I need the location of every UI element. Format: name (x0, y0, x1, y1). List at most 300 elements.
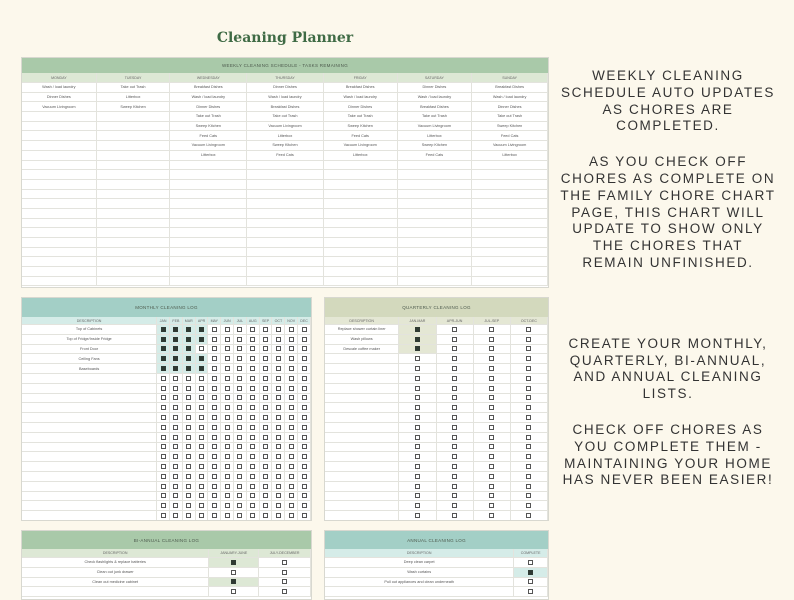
checkbox[interactable] (289, 484, 294, 489)
checkbox[interactable] (302, 415, 307, 420)
checkbox[interactable] (173, 444, 178, 449)
checkbox[interactable] (250, 415, 255, 420)
checkbox[interactable] (489, 454, 494, 459)
checkbox[interactable] (186, 493, 191, 498)
checkbox[interactable] (186, 484, 191, 489)
checkbox[interactable] (415, 337, 420, 342)
checkbox[interactable] (452, 425, 457, 430)
checkbox[interactable] (263, 356, 268, 361)
checkbox[interactable] (276, 503, 281, 508)
checkbox[interactable] (161, 356, 166, 361)
checkbox[interactable] (489, 415, 494, 420)
checkbox[interactable] (263, 376, 268, 381)
checkbox[interactable] (225, 337, 230, 342)
checkbox[interactable] (452, 376, 457, 381)
checkbox[interactable] (302, 386, 307, 391)
checkbox[interactable] (263, 425, 268, 430)
checkbox[interactable] (263, 493, 268, 498)
checkbox[interactable] (225, 405, 230, 410)
checkbox[interactable] (161, 337, 166, 342)
checkbox[interactable] (173, 405, 178, 410)
checkbox[interactable] (225, 484, 230, 489)
checkbox[interactable] (289, 366, 294, 371)
checkbox[interactable] (250, 513, 255, 518)
checkbox[interactable] (526, 425, 531, 430)
checkbox[interactable] (289, 415, 294, 420)
checkbox[interactable] (237, 454, 242, 459)
checkbox[interactable] (212, 337, 217, 342)
checkbox[interactable] (173, 474, 178, 479)
checkbox[interactable] (263, 405, 268, 410)
checkbox[interactable] (526, 484, 531, 489)
checkbox[interactable] (276, 415, 281, 420)
checkbox[interactable] (212, 454, 217, 459)
checkbox[interactable] (276, 464, 281, 469)
checkbox[interactable] (237, 425, 242, 430)
checkbox[interactable] (212, 474, 217, 479)
checkbox[interactable] (276, 425, 281, 430)
checkbox[interactable] (199, 415, 204, 420)
checkbox[interactable] (161, 327, 166, 332)
checkbox[interactable] (161, 386, 166, 391)
checkbox[interactable] (225, 366, 230, 371)
checkbox[interactable] (263, 454, 268, 459)
checkbox[interactable] (161, 464, 166, 469)
checkbox[interactable] (415, 503, 420, 508)
checkbox[interactable] (415, 444, 420, 449)
checkbox[interactable] (212, 366, 217, 371)
checkbox[interactable] (415, 415, 420, 420)
checkbox[interactable] (302, 337, 307, 342)
checkbox[interactable] (161, 346, 166, 351)
checkbox[interactable] (276, 356, 281, 361)
checkbox[interactable] (452, 395, 457, 400)
checkbox[interactable] (528, 560, 533, 565)
checkbox[interactable] (199, 454, 204, 459)
checkbox[interactable] (231, 589, 236, 594)
checkbox[interactable] (526, 503, 531, 508)
checkbox[interactable] (186, 474, 191, 479)
checkbox[interactable] (250, 366, 255, 371)
checkbox[interactable] (289, 425, 294, 430)
checkbox[interactable] (489, 356, 494, 361)
checkbox[interactable] (199, 366, 204, 371)
checkbox[interactable] (186, 415, 191, 420)
checkbox[interactable] (237, 327, 242, 332)
checkbox[interactable] (415, 454, 420, 459)
checkbox[interactable] (415, 464, 420, 469)
checkbox[interactable] (526, 454, 531, 459)
checkbox[interactable] (237, 503, 242, 508)
checkbox[interactable] (186, 366, 191, 371)
checkbox[interactable] (282, 579, 287, 584)
checkbox[interactable] (276, 474, 281, 479)
checkbox[interactable] (199, 444, 204, 449)
checkbox[interactable] (212, 405, 217, 410)
checkbox[interactable] (237, 464, 242, 469)
checkbox[interactable] (199, 386, 204, 391)
checkbox[interactable] (452, 503, 457, 508)
checkbox[interactable] (225, 464, 230, 469)
checkbox[interactable] (161, 444, 166, 449)
checkbox[interactable] (173, 464, 178, 469)
checkbox[interactable] (199, 346, 204, 351)
checkbox[interactable] (289, 513, 294, 518)
checkbox[interactable] (237, 405, 242, 410)
checkbox[interactable] (489, 474, 494, 479)
checkbox[interactable] (212, 386, 217, 391)
checkbox[interactable] (452, 346, 457, 351)
checkbox[interactable] (263, 484, 268, 489)
checkbox[interactable] (173, 376, 178, 381)
checkbox[interactable] (173, 484, 178, 489)
checkbox[interactable] (250, 425, 255, 430)
checkbox[interactable] (199, 327, 204, 332)
checkbox[interactable] (250, 346, 255, 351)
checkbox[interactable] (528, 570, 533, 575)
checkbox[interactable] (415, 493, 420, 498)
checkbox[interactable] (528, 589, 533, 594)
checkbox[interactable] (186, 435, 191, 440)
checkbox[interactable] (225, 454, 230, 459)
checkbox[interactable] (161, 493, 166, 498)
checkbox[interactable] (415, 484, 420, 489)
checkbox[interactable] (289, 386, 294, 391)
checkbox[interactable] (199, 484, 204, 489)
checkbox[interactable] (199, 493, 204, 498)
checkbox[interactable] (489, 366, 494, 371)
checkbox[interactable] (250, 454, 255, 459)
checkbox[interactable] (526, 356, 531, 361)
checkbox[interactable] (225, 474, 230, 479)
checkbox[interactable] (452, 415, 457, 420)
checkbox[interactable] (526, 327, 531, 332)
checkbox[interactable] (526, 464, 531, 469)
checkbox[interactable] (250, 474, 255, 479)
checkbox[interactable] (212, 425, 217, 430)
checkbox[interactable] (161, 474, 166, 479)
checkbox[interactable] (289, 376, 294, 381)
checkbox[interactable] (250, 405, 255, 410)
checkbox[interactable] (415, 346, 420, 351)
checkbox[interactable] (237, 337, 242, 342)
checkbox[interactable] (289, 454, 294, 459)
checkbox[interactable] (452, 366, 457, 371)
checkbox[interactable] (276, 484, 281, 489)
checkbox[interactable] (231, 560, 236, 565)
checkbox[interactable] (225, 493, 230, 498)
checkbox[interactable] (250, 356, 255, 361)
checkbox[interactable] (302, 327, 307, 332)
checkbox[interactable] (173, 337, 178, 342)
checkbox[interactable] (489, 386, 494, 391)
checkbox[interactable] (276, 454, 281, 459)
checkbox[interactable] (526, 474, 531, 479)
checkbox[interactable] (212, 493, 217, 498)
checkbox[interactable] (225, 503, 230, 508)
checkbox[interactable] (263, 444, 268, 449)
checkbox[interactable] (173, 425, 178, 430)
checkbox[interactable] (173, 493, 178, 498)
checkbox[interactable] (237, 356, 242, 361)
checkbox[interactable] (173, 366, 178, 371)
checkbox[interactable] (415, 474, 420, 479)
checkbox[interactable] (250, 327, 255, 332)
checkbox[interactable] (302, 484, 307, 489)
checkbox[interactable] (526, 405, 531, 410)
checkbox[interactable] (526, 337, 531, 342)
checkbox[interactable] (173, 327, 178, 332)
checkbox[interactable] (231, 579, 236, 584)
checkbox[interactable] (186, 513, 191, 518)
checkbox[interactable] (415, 425, 420, 430)
checkbox[interactable] (489, 444, 494, 449)
checkbox[interactable] (161, 415, 166, 420)
checkbox[interactable] (161, 513, 166, 518)
checkbox[interactable] (276, 513, 281, 518)
checkbox[interactable] (263, 346, 268, 351)
checkbox[interactable] (526, 415, 531, 420)
checkbox[interactable] (161, 503, 166, 508)
checkbox[interactable] (250, 464, 255, 469)
checkbox[interactable] (276, 493, 281, 498)
checkbox[interactable] (526, 493, 531, 498)
checkbox[interactable] (263, 327, 268, 332)
checkbox[interactable] (199, 513, 204, 518)
checkbox[interactable] (289, 327, 294, 332)
checkbox[interactable] (225, 415, 230, 420)
checkbox[interactable] (276, 327, 281, 332)
checkbox[interactable] (289, 435, 294, 440)
checkbox[interactable] (289, 356, 294, 361)
checkbox[interactable] (489, 327, 494, 332)
checkbox[interactable] (289, 474, 294, 479)
checkbox[interactable] (263, 513, 268, 518)
checkbox[interactable] (263, 366, 268, 371)
checkbox[interactable] (415, 395, 420, 400)
checkbox[interactable] (199, 356, 204, 361)
checkbox[interactable] (452, 513, 457, 518)
checkbox[interactable] (186, 337, 191, 342)
checkbox[interactable] (489, 484, 494, 489)
checkbox[interactable] (415, 513, 420, 518)
checkbox[interactable] (173, 395, 178, 400)
checkbox[interactable] (199, 464, 204, 469)
checkbox[interactable] (161, 395, 166, 400)
checkbox[interactable] (415, 376, 420, 381)
checkbox[interactable] (452, 337, 457, 342)
checkbox[interactable] (415, 435, 420, 440)
checkbox[interactable] (302, 493, 307, 498)
checkbox[interactable] (250, 444, 255, 449)
checkbox[interactable] (225, 386, 230, 391)
checkbox[interactable] (199, 435, 204, 440)
checkbox[interactable] (489, 376, 494, 381)
checkbox[interactable] (489, 435, 494, 440)
checkbox[interactable] (237, 366, 242, 371)
checkbox[interactable] (199, 474, 204, 479)
checkbox[interactable] (452, 405, 457, 410)
checkbox[interactable] (289, 444, 294, 449)
checkbox[interactable] (250, 395, 255, 400)
checkbox[interactable] (225, 346, 230, 351)
checkbox[interactable] (186, 327, 191, 332)
checkbox[interactable] (237, 386, 242, 391)
checkbox[interactable] (212, 346, 217, 351)
checkbox[interactable] (212, 376, 217, 381)
checkbox[interactable] (212, 464, 217, 469)
checkbox[interactable] (173, 356, 178, 361)
checkbox[interactable] (237, 346, 242, 351)
checkbox[interactable] (282, 570, 287, 575)
checkbox[interactable] (186, 356, 191, 361)
checkbox[interactable] (186, 405, 191, 410)
checkbox[interactable] (489, 425, 494, 430)
checkbox[interactable] (161, 376, 166, 381)
checkbox[interactable] (289, 395, 294, 400)
checkbox[interactable] (526, 444, 531, 449)
checkbox[interactable] (302, 513, 307, 518)
checkbox[interactable] (199, 425, 204, 430)
checkbox[interactable] (173, 454, 178, 459)
checkbox[interactable] (186, 395, 191, 400)
checkbox[interactable] (186, 386, 191, 391)
checkbox[interactable] (526, 386, 531, 391)
checkbox[interactable] (212, 356, 217, 361)
checkbox[interactable] (302, 405, 307, 410)
checkbox[interactable] (250, 503, 255, 508)
checkbox[interactable] (302, 454, 307, 459)
checkbox[interactable] (237, 395, 242, 400)
checkbox[interactable] (212, 444, 217, 449)
checkbox[interactable] (212, 395, 217, 400)
checkbox[interactable] (302, 346, 307, 351)
checkbox[interactable] (225, 376, 230, 381)
checkbox[interactable] (263, 386, 268, 391)
checkbox[interactable] (199, 405, 204, 410)
checkbox[interactable] (199, 395, 204, 400)
checkbox[interactable] (263, 337, 268, 342)
checkbox[interactable] (289, 493, 294, 498)
checkbox[interactable] (237, 444, 242, 449)
checkbox[interactable] (452, 454, 457, 459)
checkbox[interactable] (452, 444, 457, 449)
checkbox[interactable] (263, 395, 268, 400)
checkbox[interactable] (250, 493, 255, 498)
checkbox[interactable] (231, 570, 236, 575)
checkbox[interactable] (276, 337, 281, 342)
checkbox[interactable] (199, 503, 204, 508)
checkbox[interactable] (237, 493, 242, 498)
checkbox[interactable] (173, 503, 178, 508)
checkbox[interactable] (225, 444, 230, 449)
checkbox[interactable] (415, 366, 420, 371)
checkbox[interactable] (282, 560, 287, 565)
checkbox[interactable] (212, 435, 217, 440)
checkbox[interactable] (250, 337, 255, 342)
checkbox[interactable] (250, 484, 255, 489)
checkbox[interactable] (415, 327, 420, 332)
checkbox[interactable] (302, 376, 307, 381)
checkbox[interactable] (237, 474, 242, 479)
checkbox[interactable] (237, 435, 242, 440)
checkbox[interactable] (302, 503, 307, 508)
checkbox[interactable] (289, 346, 294, 351)
checkbox[interactable] (289, 464, 294, 469)
checkbox[interactable] (199, 337, 204, 342)
checkbox[interactable] (186, 376, 191, 381)
checkbox[interactable] (212, 513, 217, 518)
checkbox[interactable] (250, 435, 255, 440)
checkbox[interactable] (173, 435, 178, 440)
checkbox[interactable] (302, 366, 307, 371)
checkbox[interactable] (452, 386, 457, 391)
checkbox[interactable] (276, 405, 281, 410)
checkbox[interactable] (526, 366, 531, 371)
checkbox[interactable] (452, 435, 457, 440)
checkbox[interactable] (161, 425, 166, 430)
checkbox[interactable] (263, 474, 268, 479)
checkbox[interactable] (225, 327, 230, 332)
checkbox[interactable] (276, 386, 281, 391)
checkbox[interactable] (237, 513, 242, 518)
checkbox[interactable] (161, 484, 166, 489)
checkbox[interactable] (186, 454, 191, 459)
checkbox[interactable] (173, 386, 178, 391)
checkbox[interactable] (237, 415, 242, 420)
checkbox[interactable] (276, 346, 281, 351)
checkbox[interactable] (526, 513, 531, 518)
checkbox[interactable] (173, 346, 178, 351)
checkbox[interactable] (302, 435, 307, 440)
checkbox[interactable] (212, 484, 217, 489)
checkbox[interactable] (289, 405, 294, 410)
checkbox[interactable] (526, 395, 531, 400)
checkbox[interactable] (489, 395, 494, 400)
checkbox[interactable] (489, 493, 494, 498)
checkbox[interactable] (186, 444, 191, 449)
checkbox[interactable] (276, 366, 281, 371)
checkbox[interactable] (225, 513, 230, 518)
checkbox[interactable] (225, 356, 230, 361)
checkbox[interactable] (528, 579, 533, 584)
checkbox[interactable] (161, 366, 166, 371)
checkbox[interactable] (289, 503, 294, 508)
checkbox[interactable] (276, 444, 281, 449)
checkbox[interactable] (302, 395, 307, 400)
checkbox[interactable] (526, 346, 531, 351)
checkbox[interactable] (452, 484, 457, 489)
checkbox[interactable] (161, 435, 166, 440)
checkbox[interactable] (489, 405, 494, 410)
checkbox[interactable] (225, 425, 230, 430)
checkbox[interactable] (289, 337, 294, 342)
checkbox[interactable] (225, 435, 230, 440)
checkbox[interactable] (452, 327, 457, 332)
checkbox[interactable] (212, 415, 217, 420)
checkbox[interactable] (186, 503, 191, 508)
checkbox[interactable] (415, 386, 420, 391)
checkbox[interactable] (186, 425, 191, 430)
checkbox[interactable] (489, 513, 494, 518)
checkbox[interactable] (526, 435, 531, 440)
checkbox[interactable] (161, 405, 166, 410)
checkbox[interactable] (302, 356, 307, 361)
checkbox[interactable] (263, 435, 268, 440)
checkbox[interactable] (415, 405, 420, 410)
checkbox[interactable] (173, 415, 178, 420)
checkbox[interactable] (302, 444, 307, 449)
